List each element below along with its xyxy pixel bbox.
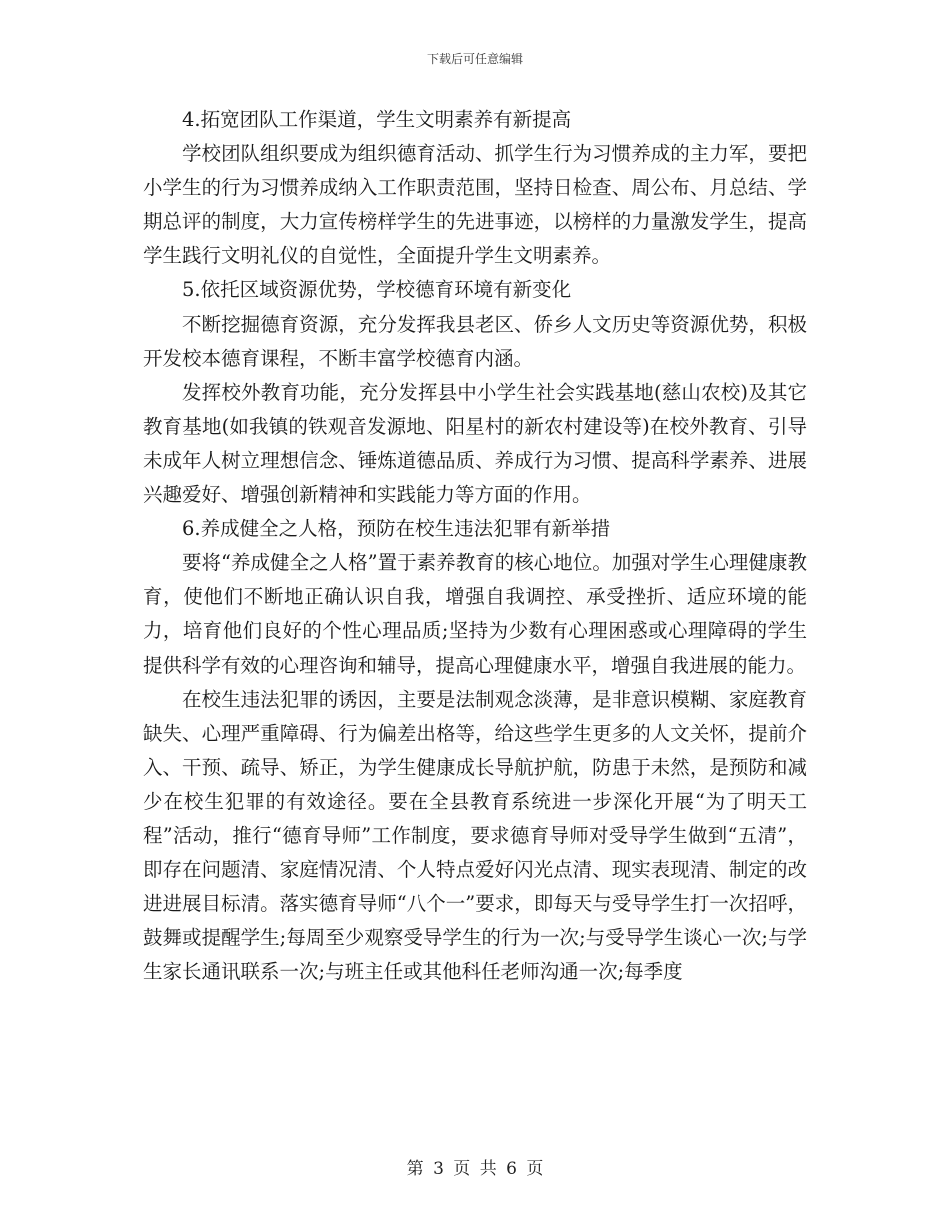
body-paragraph: 不断挖掘德育资源，充分发挥我县老区、侨乡人文历史等资源优势，积极开发校本德育课程，不断丰富学校德育内涵。	[143, 312, 807, 370]
body-paragraph: 在校生违法犯罪的诱因，主要是法制观念淡薄，是非意识模糊、家庭教育缺失、心理严重障碍、行为偏差出格等，给这些学生更多的人文关怀，提前介入、干预、疏导、矫正，为学生健康成长导航护航，防患于未然，是预防和减少在校生犯罪的有效途径。要在全县教育系统进一步深化开展“为了明天工程”活动，推行“德育导师”工作制度，要求德育导师对受导学生做到“五清”，即存在问题清、家庭情况清、个人特点爱好闪光点清、现实表现清、制定的改进进展目标清。落实德育导师“八个一”要求，即每天与受导学生打一次招呼，鼓舞或提醒学生;每周至少观察受导学生的行为一次;与受导学生谈心一次;与学生家长通讯联系一次;与班主任或其他科任老师沟通一次;每季度	[143, 687, 807, 984]
section-heading: 6.养成健全之人格，预防在校生违法犯罪有新举措	[182, 517, 611, 541]
body-paragraph: 要将“养成健全之人格”置于素养教育的核心地位。加强对学生心理健康教育，使他们不断地正确认识自我，增强自我调控、承受挫折、适应环境的能力，培育他们良好的个性心理品质;坚持为少数有心理困惑或心理障碍的学生提供科学有效的心理咨询和辅导，提高心理健康水平，增强自我进展的能力。	[143, 551, 807, 677]
page-header-note: 下载后可任意编辑	[426, 52, 523, 66]
page-number: 第 3 页 共 6 页	[406, 1159, 544, 1179]
document-body	[143, 103, 807, 989]
body-paragraph: 发挥校外教育功能，充分发挥县中小学生社会实践基地(慈山农校)及其它教育基地(如我镇的铁观音发源地、阳星村的新农村建设等)在校外教育、引导未成年人树立理想信念、锤炼道德品质、养成行为习惯、提高科学素养、进展兴趣爱好、增强创新精神和实践能力等方面的作用。	[143, 380, 807, 507]
section-heading: 5.依托区域资源优势，学校德育环境有新变化	[182, 278, 572, 302]
body-paragraph: 学校团队组织要成为组织德育活动、抓学生行为习惯养成的主力军，要把小学生的行为习惯养成纳入工作职责范围，坚持日检查、周公布、月总结、学期总评的制度，大力宣传榜样学生的先进事迹，以榜样的力量激发学生，提高学生践行文明礼仪的自觉性，全面提升学生文明素养。	[143, 142, 807, 268]
section-heading: 4.拓宽团队工作渠道，学生文明素养有新提高	[182, 108, 572, 131]
